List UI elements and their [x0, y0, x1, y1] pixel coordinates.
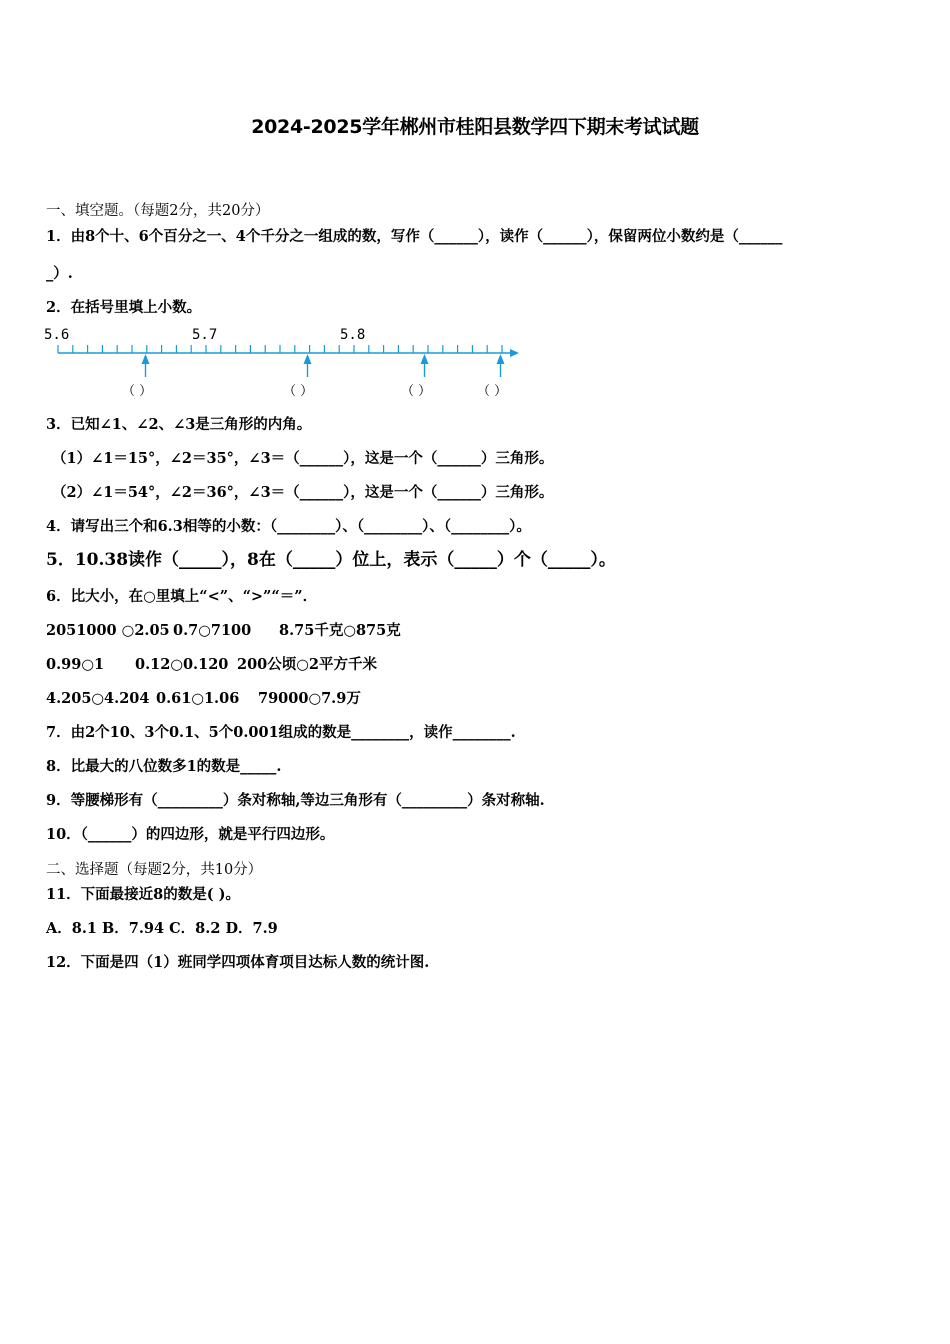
number-line-pointer-head [304, 354, 312, 364]
question-1-line-2: _）. [46, 265, 73, 282]
compare-item: 8.75千克○875克 [279, 622, 401, 639]
number-line-label-5-8: 5.8 [340, 327, 366, 343]
compare-item: 0.12○0.120 [135, 656, 229, 673]
compare-item: 4.205○4.204 [46, 690, 150, 707]
number-line-blank-4: （ ） [477, 384, 508, 399]
page-title: 2024-2025学年郴州市桂阳县数学四下期末考试试题 [251, 116, 699, 138]
question-11: 11．下面最接近8的数是( )。 [46, 886, 241, 903]
number-line-arrowhead [510, 349, 519, 357]
number-line-pointer-head [142, 354, 150, 364]
question-3-part-1: （1）∠1＝15°，∠2＝35°，∠3＝（______），这是一个（______）三角形。 [52, 450, 554, 467]
question-6-row-2 [46, 655, 377, 675]
question-6-row-3 [46, 689, 361, 709]
number-line-label-5-6: 5.6 [44, 327, 70, 343]
number-line-blank-2: （ ） [283, 384, 314, 399]
number-line-pointer-head [421, 354, 429, 364]
question-5: 5．10.38读作（_____），8在（_____）位上，表示（_____）个（_____）。 [46, 550, 616, 570]
question-1-line-1: 1．由8个十、6个百分之一、4个千分之一组成的数，写作（______），读作（______），保留两位小数约是（______ [46, 228, 783, 245]
question-6-row-1 [46, 621, 401, 641]
question-4: 4．请写出三个和6.3相等的小数：（________）、（________）、（________）。 [46, 518, 531, 535]
question-11-options: A．8.1 B．7.94 C．8.2 D．7.9 [46, 920, 278, 937]
question-6-intro: 6．比大小，在○里填上“<”、“>”“＝”． [46, 588, 318, 605]
question-8: 8．比最大的八位数多1的数是_____. [46, 758, 282, 775]
question-3-part-2: （2）∠1＝54°，∠2＝36°，∠3＝（______），这是一个（______）三角形。 [52, 484, 554, 501]
section-heading-fill-in: 一、填空题。（每题2分，共20分） [46, 203, 270, 219]
question-2-text: 2．在括号里填上小数。 [46, 299, 202, 316]
compare-item: 79000○7.9万 [258, 690, 361, 707]
number-line-pointer-head [497, 354, 505, 364]
compare-item: 0.99○1 [46, 656, 105, 673]
number-line-figure [40, 322, 530, 406]
number-line-ticks [58, 345, 502, 353]
question-7: 7．由2个10、3个0.1、5个0.001组成的数是________，读作________. [46, 724, 516, 741]
question-9: 9．等腰梯形有（_________）条对称轴,等边三角形有（_________）条对称轴. [46, 792, 545, 809]
question-10: 10．（______）的四边形，就是平行四边形。 [46, 826, 335, 843]
question-12: 12．下面是四（1）班同学四项体育项目达标人数的统计图. [46, 954, 430, 971]
section-heading-multiple-choice: 二、选择题（每题2分，共10分） [46, 862, 263, 878]
compare-item: 0.7○7100 [173, 622, 252, 639]
question-3-intro: 3．已知∠1、∠2、∠3是三角形的内角。 [46, 416, 312, 433]
compare-item: 200公顷○2平方千米 [237, 656, 378, 673]
compare-item: 2051000 ○2.05 [46, 622, 170, 639]
number-line-blank-1: （ ） [122, 384, 153, 399]
number-line-label-5-7: 5.7 [192, 327, 218, 343]
number-line-arrows [142, 354, 505, 377]
number-line-blank-3: （ ） [401, 384, 432, 399]
compare-item: 0.61○1.06 [156, 690, 240, 707]
